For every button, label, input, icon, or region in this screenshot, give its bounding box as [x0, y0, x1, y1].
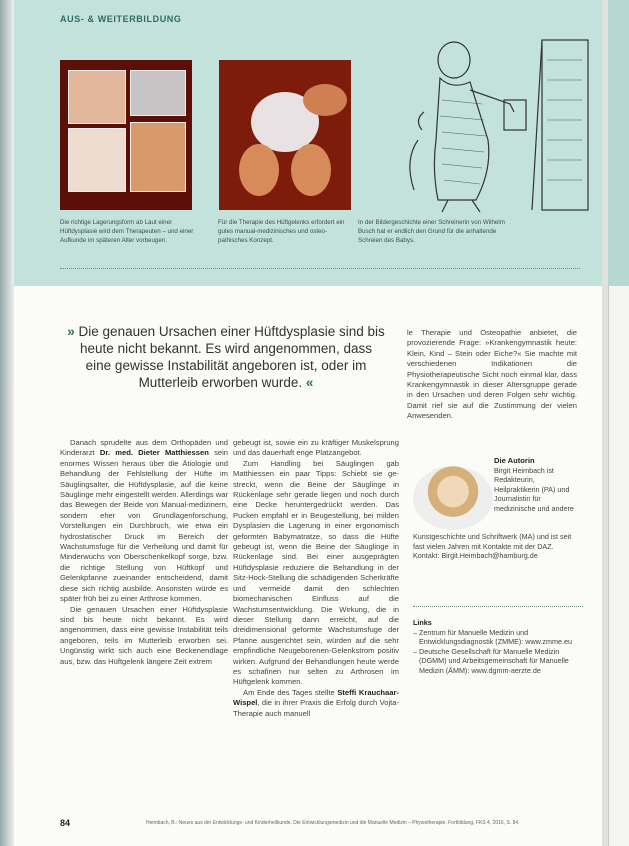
page-edge-shadow: [0, 0, 14, 846]
author-box: [494, 456, 582, 513]
author-bio: [413, 532, 583, 561]
article-right-text: le Therapie und Osteopathie anbietet, die provozierende Frage: »Krankengymnastik heute: Klein, Kind – Stein oder Eiche?« Sie machte mit verschiedenen Indikationen die Physiotherapeutische Sicht noch einmal klar, dass Krankengymnastik in dieser Altersgruppe gerade in den Ursachen und deren Folgen sehr wichtig. Damit rief sie auf die Zustimmung der vielen Anwesenden.: [407, 328, 577, 421]
article-column-middle: [233, 438, 399, 719]
author-bio-text: Kunstgeschichte und Schriftwerk (MA) und ist seit fast vielen Jahren mit Kontakte mit der DAZ.: [413, 532, 572, 551]
article-column-right: [407, 328, 577, 422]
magazine-page: [14, 0, 602, 846]
wilhelm-busch-illustration: [392, 20, 602, 215]
speaker-name: Steffi Krauchaar-Wispel: [233, 687, 399, 708]
article-paragraph: gebeugt ist, sowie ein zu kräftiger Muskelsprung und das dauerhaft enge Platzangebot.: [233, 438, 399, 458]
quote-close-mark: «: [305, 375, 314, 390]
link-zmme[interactable]: – Zentrum für Manuelle Medizin und Entwicklungsdiagnostik (ZMME): www.zmme.eu: [419, 628, 583, 647]
article-column-left: [60, 438, 228, 667]
footer-citation: Heimbach, B.: Neues aus der Entwicklungs- und Kinderheilkunde. Die Entwicklungsmedizin und die Manuelle Medizin – Physiotherapie. Fortbildung, FKS 4, 2016, S. 84.: [146, 820, 520, 826]
author-heading: Die Autorin: [494, 456, 535, 465]
pull-quote: [66, 323, 386, 391]
article-paragraph: Danach sprudelte aus dem Orthopäden und Kinderarzt Dr. med. Dieter Matthiessen sein enormes Wissen heraus über die Ätiologie und Behandlung der Fehlstellung der Hüfte im Säuglingsalter, die Hüftdysplasie, auf die keine Säuglinge mehr eingestellt werden. Allerdings war das Bewegen der Beide von Manual-medizinern, sondern eher von Grundlagenforschung, Vorstellungen ein Durchbruch, wie etwa ein hydrostatischer Druck im Bereich der Wachstumsfuge für die Verheilung und damit für Minderwuchs von Oberschenkelkopf sorge, bzw. die richtige Stellung von Hüftkopf und Gelenkpfanne zueinander entscheidend, damit diese sich richtig ausbilde. Ansonsten würde es später früh bei zu einer Arthrose kommen.: [60, 438, 229, 604]
hip-therapy-photo: [219, 60, 351, 210]
links-heading: Links: [413, 618, 432, 627]
author-photo: [413, 466, 493, 530]
section-title: AUS- & WEITERBILDUNG: [60, 14, 182, 24]
quote-open-mark: »: [67, 324, 75, 339]
caption-1: Die richtige Lagerungsform ab Laut einer Hüftdysplasie wird dem Therapeuten – und einer Aufkunde im späteren Alter vorbeugen.: [60, 219, 194, 244]
page-number: 84: [60, 818, 71, 828]
baby-lagerung-photo: [60, 60, 192, 210]
article-paragraph: Die genauen Ursachen einer Hüftdysplasie sind bis heute nicht bekannt. Es wird angenommen, dass eine gewisse Instabilität teils angeboren, teils im Mutterleib erworben sei. Ungünstig wirkt sich auch eine Beckenendlage aus, bzw. das Hüftgelenk längere Zeit extrem: [60, 604, 228, 666]
author-contact: Kontakt: Birgit.Heimbach@hamburg.de: [413, 551, 538, 560]
caption-3: In der Bildergeschichte einer Schreinerin von Wilhelm Busch hat er endlich den Grund für die anhaltende Schreien des Babys.: [358, 219, 505, 244]
caption-divider: [60, 268, 580, 269]
article-paragraph: Am Ende des Tages stellte Steffi Krauchaar-Wispel, die in ihrer Praxis die Erfolg durch Vojta-Therapie auch manuell: [233, 687, 399, 718]
caption-2: Für die Therapie des Hüftgelenks erfordert ein gutes manual-medizinisches und osteo-pathisches Konzept.: [218, 219, 345, 244]
author-intro: Birgit Heimbach ist Redakteurin, Heilpraktikerin (PA) und Journalistin für medizinische und andere: [494, 465, 574, 513]
links-box: [413, 618, 583, 675]
link-dgmm[interactable]: – Deutsche Gesellschaft für Manuelle Medizin (DGMM) und Arbeitsgemeinschaft für Manuelle Medizin (ÄMM): www.dgmm-aerzte.de: [419, 647, 583, 676]
adjacent-page-band: [608, 0, 629, 286]
quote-text: Die genauen Ursachen einer Hüftdysplasie sind bis heute nicht bekannt. Es wird angenommen, dass eine gewisse Instabilität angeboren ist, oder im Mutterleib erworben wurde.: [78, 324, 385, 390]
links-divider: [413, 606, 583, 607]
article-paragraph: Zum Handling bei Säuglingen gab Matthiessen ein paar Tipps: Schiebt sie ge-streckt, wenn die Beine der Säuglinge in Rückenlage sehr gerade liegen und noch durch eine Decke heruntergedrückt werden. Das Pucken empfahl er in Beugestellung, bei milden Dysplasien die Lagerung in einer ergonomisch geformten Babymatratze, so dass die Hüfte gebeugt ist, wenn die Beine der Säuglinge in Rückenlage sind. Bei einer ausgeprägten Hüftdysplasie reduziere die Behandlung in der Sitz-Hock-Stellung die schädigenden Scherkräfte und vermeide damit den schlechten biomechanischen Einfluss auf die Wachstumsentwicklung. Die Wirkung, die in dieser Stellung dann erreicht, auf die dreidimensional geformte Wachstumsfuge der Pfanne ausgerichtet sein, würden auf die sehr empfindliche Neugeborenen-Gelenkstrom positiv wirken. Aufgrund der Behandlungen heute werde es schafinen nur selten zu Arthrosen im Hüftgelenk kommen.: [233, 458, 399, 687]
author-name-matthiessen: Dr. med. Dieter Matthiessen: [99, 448, 209, 458]
